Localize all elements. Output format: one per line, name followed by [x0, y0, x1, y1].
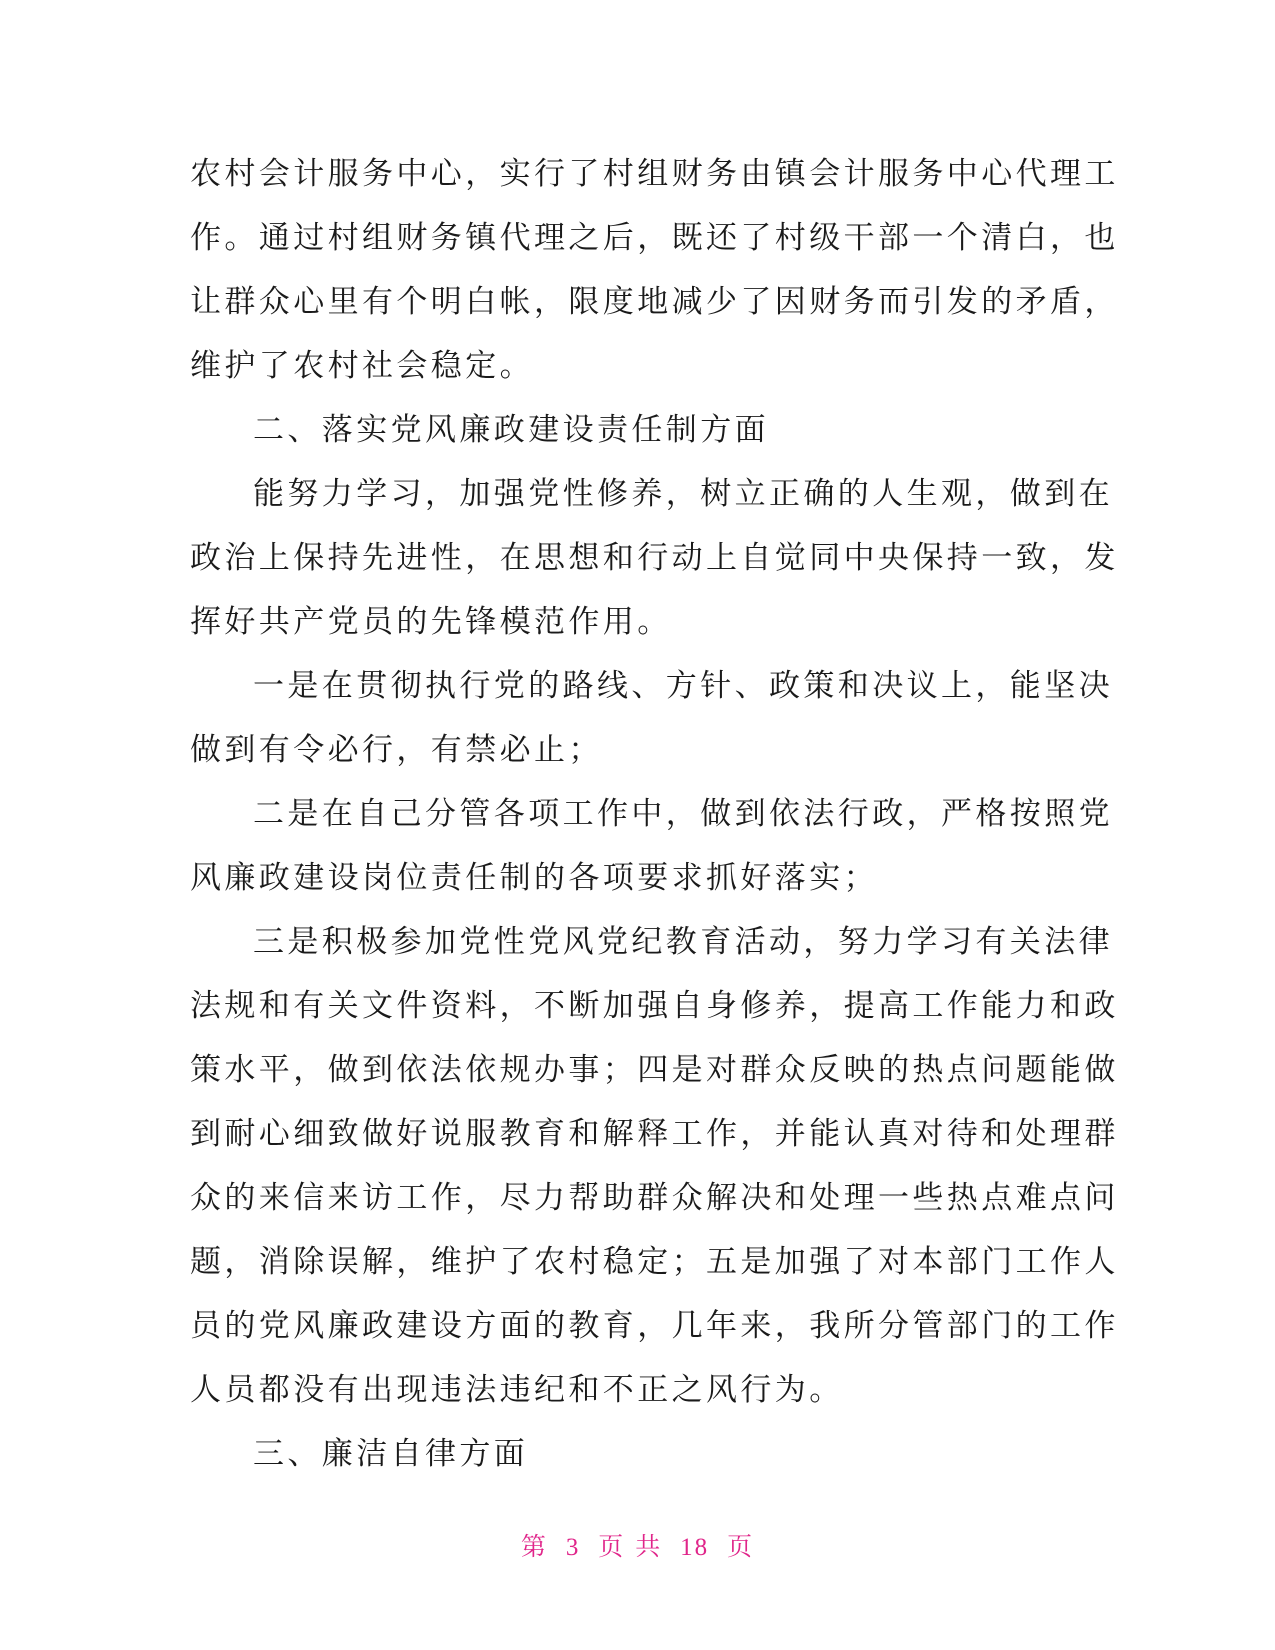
footer-prefix: 第	[520, 1532, 548, 1561]
text-line: 农村会计服务中心，实行了村组财务由镇会计服务中心代理工	[190, 156, 1119, 192]
text-line: 题，消除误解，维护了农村稳定；五是加强了对本部门工作人	[190, 1244, 1119, 1280]
section-heading: 二、落实党风廉政建设责任制方面	[253, 412, 769, 448]
text-line: 做到有令必行，有禁必止；	[190, 732, 603, 768]
page-footer	[0, 1527, 1275, 1563]
text-line: 作。通过村组财务镇代理之后，既还了村级干部一个清白，也	[190, 220, 1119, 256]
text-line: 政治上保持先进性，在思想和行动上自觉同中央保持一致，发	[190, 540, 1119, 576]
text-line: 人员都没有出现违法违纪和不正之风行为。	[190, 1372, 844, 1408]
text-line: 员的党风廉政建设方面的教育，几年来，我所分管部门的工作	[190, 1308, 1119, 1344]
text-line: 到耐心细致做好说服教育和解释工作，并能认真对待和处理群	[190, 1116, 1119, 1152]
total-page-number: 18	[680, 1534, 710, 1561]
text-line: 维护了农村社会稳定。	[190, 348, 534, 384]
text-line: 众的来信来访工作，尽力帮助群众解决和处理一些热点难点问	[190, 1180, 1119, 1216]
section-heading: 三、廉洁自律方面	[253, 1436, 529, 1472]
footer-suffix: 页	[727, 1532, 755, 1561]
text-line: 让群众心里有个明白帐，限度地减少了因财务而引发的矛盾，	[190, 284, 1119, 320]
text-line: 风廉政建设岗位责任制的各项要求抓好落实；	[190, 860, 878, 896]
text-line: 法规和有关文件资料，不断加强自身修养，提高工作能力和政	[190, 988, 1119, 1024]
footer-middle: 页 共	[598, 1532, 663, 1561]
text-line: 挥好共产党员的先锋模范作用。	[190, 604, 672, 640]
text-line: 二是在自己分管各项工作中，做到依法行政，严格按照党	[253, 796, 1113, 832]
document-body	[190, 142, 1119, 1486]
text-line: 能努力学习，加强党性修养，树立正确的人生观，做到在	[253, 476, 1113, 512]
current-page-number: 3	[565, 1534, 581, 1561]
text-line: 策水平，做到依法依规办事；四是对群众反映的热点问题能做	[190, 1052, 1119, 1088]
text-line: 一是在贯彻执行党的路线、方针、政策和决议上，能坚决	[253, 668, 1113, 704]
text-line: 三是积极参加党性党风党纪教育活动，努力学习有关法律	[253, 924, 1113, 960]
